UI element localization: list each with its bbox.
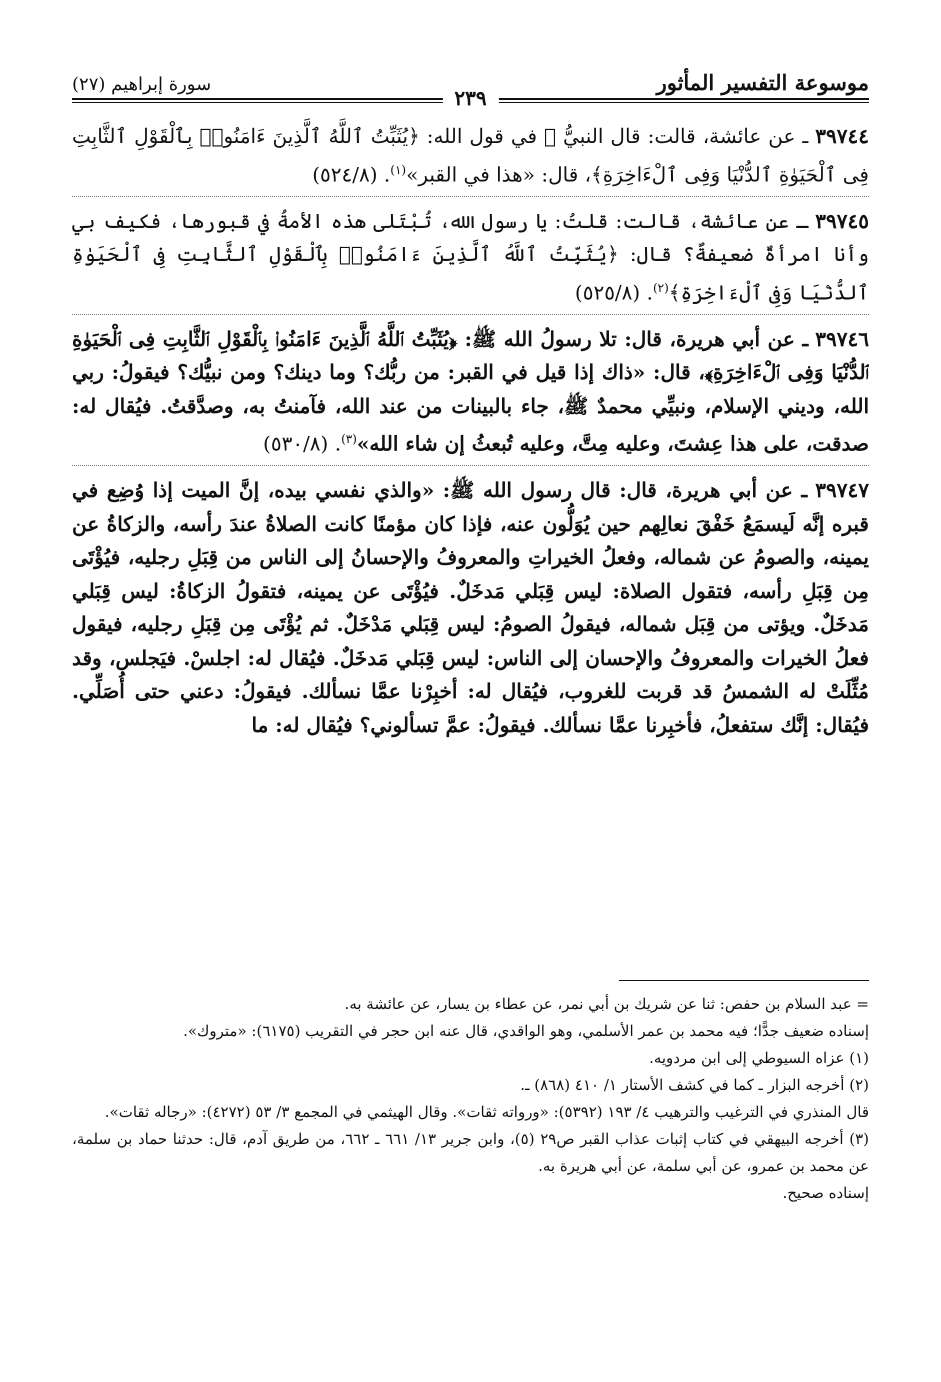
hadith-number: ٣٩٧٤٧ [815, 478, 869, 503]
footnote-line: (٣) أخرجه البيهقي في كتاب إثبات عذاب القبر ص٢٩ (٥)، وابن جرير ١٣/ ٦٦١ ـ ٦٦٢، من طريق آدم، قال: حدثنا حماد بن سلمة، عن محمد بن عمرو، عن أبي سلمة، عن أبي هريرة به. [72, 1130, 869, 1175]
footnote-marker: (٢) [652, 280, 669, 295]
footnote-line: = عبد السلام بن حفص: ثنا عن شريك بن أبي نمر، عن عطاء بن يسار، عن عائشة به. [344, 995, 869, 1013]
hadith-text: ـ عن أبي هريرة، قال: تلا رسولُ الله ﷺ: ﴿يُثَبِّتُ ٱللَّهُ ٱلَّذِينَ ءَامَنُوا۟ بِٱلْقَوْلِ ٱلثَّابِتِ فِى ٱلْحَيَوٰةِ ٱلدُّنْيَا وَفِى ٱلْءَاخِرَةِ﴾، قال: «ذاك إذا قيل في القبر: من ربُّك؟ وما دينك؟ ومن نبيُّك؟ فيقولُ: ربي الله، وديني الإسلام، ونبيِّي محمدٌ ﷺ، جاء بالبينات من عند الله، فآمنتُ به، وصدَّقتُ. فيُقال له: صدقت، على هذا عِشتَ، وعليه مِتَّ، وعليه تُبعثُ إن شاء الله» [72, 326, 869, 456]
footnotes [72, 980, 869, 1207]
hadith-text: ـ عن أبي هريرة، قال: قال رسول الله ﷺ: «والذي نفسي بيده، إنَّ الميت إذا وُضِع في قبره إنَّه لَيسمَعُ خَفْقَ نعالِهم حين يُوَلُّون عنه، فإذا كان مؤمنًا كانت الصلاةُ عندَ رأسه، والزكاةُ عن يمينه، والصومُ عن شماله، وفعلُ الخيراتِ والمعروفُ والإحسانُ إلى الناس من قِبَلِ رجليه، فيُؤْتَى مِن قِبَلِ رأسه، فتقول الصلاة: ليس قِبَلي مَدخَلٌ. فيُؤْتَى عن يمينه، فتقولُ الزكاةُ: ليس قِبَلي مَدخَلٌ. ويؤتى من قِبَل شماله، فيقولُ الصومُ: ليس قِبَلي مَدْخَلٌ. ثم يُؤْتَى مِن قِبَلِ رجليه، فيقول فعلُ الخيرات والمعروفُ والإحسان إلى الناس: ليس قِبَلي مَدخَلٌ. فيُقال له: اجلسْ. فيَجلس، وقد مُثِّلَتْ له الشمسُ قد قربت للغروب، فيُقال له: أخبِرْنا عمَّا نسألك. فيقولُ: دعني حتى أُصَلِّي. فيُقال: إنَّك ستفعلُ، فأخبِرنا عمَّا نسألك. فيقولُ: عمَّ تسألوني؟ فيُقال له: ما [72, 478, 869, 737]
main-text [72, 120, 869, 746]
footnote-line: (٢) أخرجه البزار ـ كما في كشف الأستار ١/ ٤١٠ (٨٦٨) ـ. [520, 1076, 869, 1094]
page-header [72, 52, 869, 110]
hadith-text: ـ عن عائشة، قالت: قلتُ: يا رسول الله، تُبْتَلى هذه الأمةُ في قبورها، فكيف بي وأنا امرأةٌ ضعيفةٌ؟ قال: ﴿يُثَبِّتُ ٱللَّهُ ٱلَّذِينَ ءَامَنُوا۟ بِٱلْقَوْلِ ٱلثَّابِتِ فِى ٱلْحَيَوٰةِ ٱلدُّنْيَا وَفِى ٱلْءَاخِرَةِ﴾ [72, 208, 869, 305]
footnote-line: إسناده صحيح. [782, 1184, 869, 1202]
footnote-list [72, 991, 869, 1207]
hadith-entry [72, 474, 869, 746]
hadith-entry [72, 205, 869, 315]
footnote-line: إسناده ضعيف جدًّا؛ فيه محمد بن عمر الأسلمي، وهو الواقدي، قال عنه ابن حجر في التقريب (٦١٧٥): «متروك». [183, 1022, 869, 1040]
hadith-text: ـ عن عائشة، قالت: قال النبيُّ ﷺ في قول الله: ﴿يُثَبِّتُ ٱللَّهُ ٱلَّذِينَ ءَامَنُوا۟ بِٱلْقَوْلِ ٱلثَّابِتِ فِى ٱلْحَيَوٰةِ ٱلدُّنْيَا وَفِى ٱلْءَاخِرَةِ﴾، قال: «هذا في القبر» [72, 124, 869, 187]
footnote-marker: (١) [390, 162, 407, 177]
surah-title: سورة إبراهيم (٢٧) [72, 74, 212, 95]
hadith-number: ٣٩٧٤٥ [815, 208, 869, 233]
footnote-marker: (٣) [341, 432, 357, 447]
volume-reference: . (٥٣٠/٨) [263, 431, 342, 456]
footnote-line: قال المنذري في الترغيب والترهيب ٤/ ١٩٣ (٥٣٩٢): «ورواته ثقات». وقال الهيثمي في المجمع ٣/ ٥٣ (٤٢٧٢): «رجاله ثقات». [104, 1103, 869, 1121]
footnote-rule [619, 980, 869, 981]
page-number: ٢٣٩ [442, 86, 498, 110]
volume-reference: . (٥٢٤/٨) [312, 162, 391, 187]
hadith-number: ٣٩٧٤٦ [815, 326, 869, 351]
volume-reference: . (٥٢٥/٨) [574, 280, 653, 305]
footnote-line: (١) عزاه السيوطي إلى ابن مردويه. [649, 1049, 869, 1067]
hadith-number: ٣٩٧٤٤ [815, 124, 869, 148]
book-title: موسوعة التفسير المأثور [656, 70, 869, 95]
hadith-entry [72, 120, 869, 197]
hadith-entry [72, 323, 869, 467]
